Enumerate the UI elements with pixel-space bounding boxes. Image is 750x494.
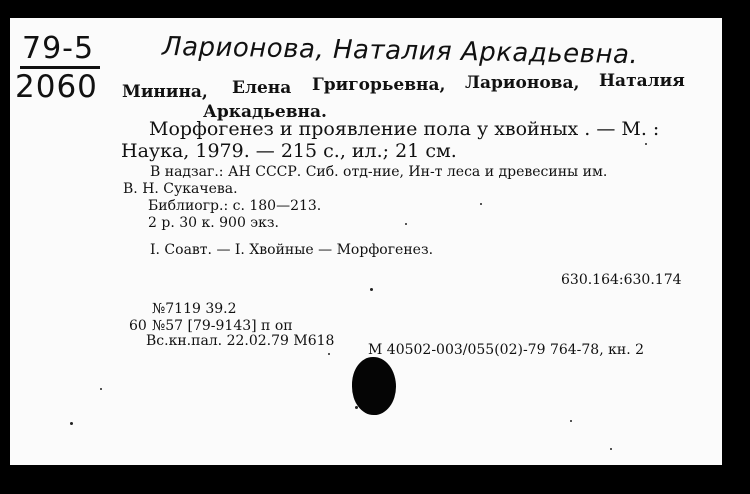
note-line-2: В. Н. Сукачева.: [123, 181, 238, 197]
authors-line-1d: Ларионова,: [465, 73, 580, 93]
registry-line-2-number: 60: [129, 318, 147, 334]
authors-line-1c: Григорьевна,: [312, 75, 446, 95]
ink-speck: [480, 203, 482, 205]
udc-classification: 630.164:630.174: [561, 272, 682, 288]
punched-hole: [352, 357, 396, 415]
ink-speck: [328, 353, 330, 355]
ink-speck: [645, 143, 647, 145]
handwritten-shelf-mark-bottom: 2060: [15, 69, 98, 105]
authors-line-1e: Наталия: [599, 71, 685, 91]
note-line-1: В надзаг.: АН СССР. Сиб. отд-ние, Ин-т леса и древесины им.: [150, 164, 608, 180]
registry-line-2: №57 [79-9143] п оп: [152, 318, 293, 334]
registry-line-1: №7119 39.2: [152, 301, 237, 317]
bibliography-note: Библиогр.: с. 180—213.: [148, 198, 322, 214]
authors-line-2: Аркадьевна.: [203, 102, 327, 122]
handwritten-author-note: Ларионова, Наталия Аркадьевна.: [161, 31, 639, 71]
bbk-code: М 40502-003/055(02)-79 764-78, кн. 2: [368, 342, 645, 358]
handwritten-shelf-mark-top: 79-5: [20, 32, 100, 69]
title-line-1: Морфогенез и проявление пола у хвойных . — М. :: [149, 118, 660, 140]
ink-speck: [370, 288, 373, 291]
tracings: I. Соавт. — I. Хвойные — Морфогенез.: [150, 242, 434, 258]
price-note: 2 р. 30 к. 900 экз.: [148, 215, 279, 231]
ink-speck: [610, 448, 612, 450]
ink-speck: [100, 388, 102, 390]
ink-speck: [70, 422, 73, 425]
ink-speck: [405, 223, 407, 225]
authors-line-1a: Минина,: [122, 82, 208, 102]
title-line-2: Наука, 1979. — 215 с., ил.; 21 см.: [121, 140, 457, 162]
registry-line-3: Вс.кн.пал. 22.02.79 М618: [146, 333, 335, 349]
authors-line-1b: Елена: [232, 78, 292, 98]
ink-speck: [570, 420, 572, 422]
